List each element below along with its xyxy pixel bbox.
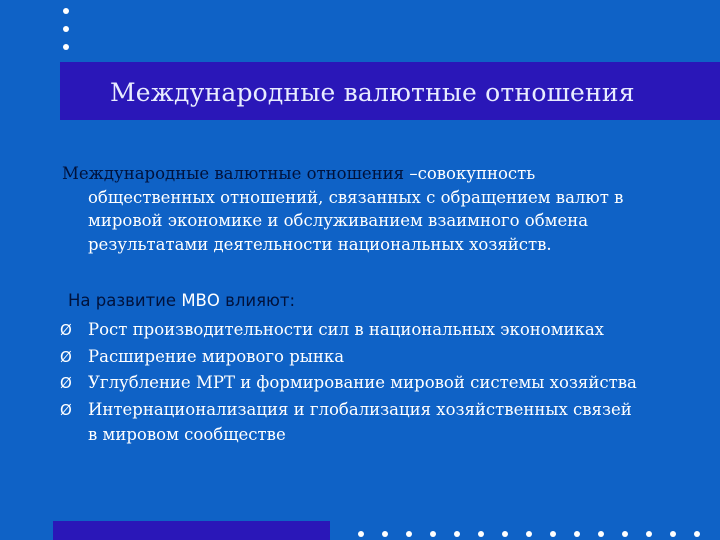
list-item-text: Интернационализация и глобализация хозяйственных связей <box>88 399 632 419</box>
factors-heading-abbr: МВО <box>181 291 220 310</box>
definition-line: общественных отношений, связанных с обращением валют в <box>88 187 624 207</box>
bottom-band <box>53 521 330 540</box>
decorative-dot <box>502 531 508 537</box>
arrow-bullet-icon: Ø <box>60 321 72 339</box>
definition-term: Международные валютные отношения <box>62 164 405 183</box>
decorative-dot <box>622 531 628 537</box>
definition-text-start: –совокупность <box>404 164 536 183</box>
arrow-bullet-icon: Ø <box>60 374 72 392</box>
decorative-dot <box>382 531 388 537</box>
decorative-dot <box>406 531 412 537</box>
list-item-continuation: в мировом сообществе <box>88 425 286 444</box>
list-item-text: Рост производительности сил в национальных экономиках <box>88 320 604 339</box>
factors-heading <box>68 291 295 310</box>
list-item <box>60 317 700 344</box>
decorative-dot <box>430 531 436 537</box>
list-item <box>60 397 700 448</box>
decorative-dot <box>550 531 556 537</box>
list-item <box>60 344 700 371</box>
decorative-dot <box>646 531 652 537</box>
decorative-dot <box>694 531 700 537</box>
decorative-dot <box>574 531 580 537</box>
list-item-text: Расширение мирового рынка <box>88 346 345 366</box>
decorative-dot <box>63 44 69 50</box>
decorative-dot <box>358 531 364 537</box>
slide-title: Международные валютные отношения <box>110 78 635 107</box>
definition-paragraph <box>62 162 662 256</box>
factors-list <box>60 317 700 447</box>
list-item <box>60 370 700 397</box>
decorative-dot <box>454 531 460 537</box>
arrow-bullet-icon: Ø <box>60 347 72 366</box>
decorative-dot <box>478 531 484 537</box>
list-item-text: Углубление МРТ и формирование мировой системы хозяйства <box>88 373 637 392</box>
factors-heading-start: На развитие <box>68 291 182 310</box>
decorative-dot <box>598 531 604 537</box>
decorative-dot <box>526 531 532 537</box>
decorative-dot <box>63 26 69 32</box>
factors-heading-end: влияют: <box>219 291 296 310</box>
definition-line: мировой экономике и обслуживанием взаимного обмена <box>88 211 589 230</box>
arrow-bullet-icon: Ø <box>60 400 72 419</box>
decorative-dot <box>670 531 676 537</box>
decorative-dot <box>63 8 69 14</box>
definition-line: результатами деятельности национальных хозяйств. <box>88 234 552 254</box>
